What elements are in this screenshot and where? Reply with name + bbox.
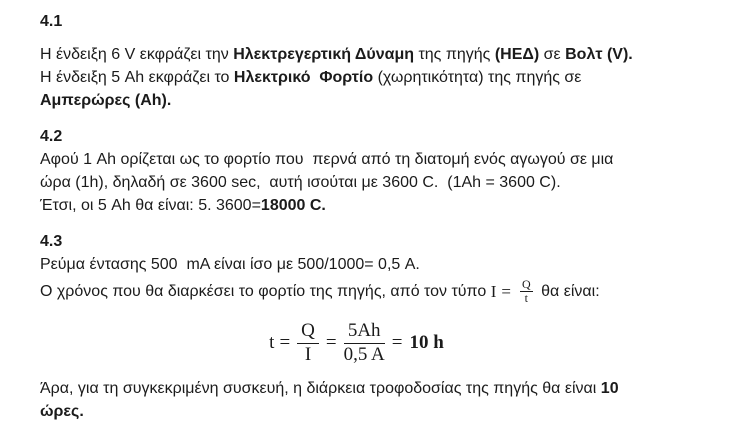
bold-text-run: Ηλεκτρικό Φορτίο: [233, 69, 374, 86]
formula-lhs: t: [269, 332, 275, 353]
fraction-numerator: 5Ah: [344, 320, 385, 343]
inline-formula-equals: =: [501, 281, 511, 301]
text-run: Ο χρόνος που θα διαρκέσει το φορτίο της πηγής, από τον τύπο: [40, 282, 491, 300]
text-run: Η ένδειξη 5 Ah εκφράζει το: [40, 69, 234, 86]
section-4-2-heading: 4.2: [40, 128, 63, 145]
text-line: [40, 400, 703, 423]
bold-text-run: 10: [600, 380, 619, 397]
text-line: Αφού 1 Ah ορίζεται ως το φορτίο που περνά από τη διατομή ενός αγωγού σε μια: [40, 151, 614, 168]
equals-sign: =: [391, 332, 403, 353]
text-run: της πηγής: [414, 46, 495, 63]
inline-formula-lhs: I: [490, 281, 497, 301]
text-line: [40, 89, 703, 112]
closing-paragraph: [40, 377, 703, 423]
section-4-2-paragraph: [40, 148, 703, 217]
bold-text-run: Ηλεκτρεγερτική Δύναμη: [233, 46, 415, 63]
formula-result: 10 h: [409, 332, 444, 353]
text-line: Ρεύμα έντασης 500 mA είναι ίσο με 500/1000= 0,5 A.: [40, 256, 420, 273]
bold-text-run: ώρες.: [40, 403, 84, 420]
fraction-denominator: t: [524, 291, 528, 305]
fraction-denominator: 0,5 A: [343, 343, 385, 365]
text-run: σε: [539, 46, 566, 63]
text-run: Άρα, για τη συγκεκριμένη συσκευή, η διάρκεια τροφοδοσίας της πηγής θα είναι: [40, 380, 601, 397]
inline-fraction-q-over-t: [520, 278, 533, 305]
text-run: (χωρητικότητα) της πηγής σε: [373, 69, 582, 86]
text-line: [40, 66, 703, 89]
text-run: Έτσι, οι 5 Ah θα είναι: 5. 3600=: [40, 197, 261, 214]
bold-text-run: Αμπερώρες (Ah).: [40, 92, 172, 109]
equals-sign: =: [325, 332, 337, 353]
bold-text-run: (ΗΕΔ): [494, 46, 540, 63]
bold-text-run: 18000 C.: [260, 197, 326, 214]
fraction-numerator: Q: [297, 320, 319, 343]
text-line: ώρα (1h), δηλαδή σε 3600 sec, αυτή ισούται με 3600 C. (1Ah = 3600 C).: [40, 174, 561, 191]
fraction-5ah-over-05a: [344, 320, 385, 366]
text-run: Η ένδειξη 6 V εκφράζει την: [40, 46, 234, 63]
fraction-q-over-i: [297, 320, 319, 366]
text-run: θα είναι:: [536, 282, 600, 300]
text-line: [40, 43, 703, 66]
section-4-1-paragraph: [40, 43, 703, 112]
text-line: [40, 194, 703, 217]
equals-sign: =: [279, 332, 291, 353]
text-line: [40, 377, 703, 400]
bold-text-run: Βολτ (V).: [565, 46, 633, 63]
section-4-1-heading: 4.1: [40, 13, 63, 30]
text-line-with-inline-formula: [40, 276, 703, 307]
fraction-denominator: I: [304, 343, 312, 365]
display-formula: [40, 320, 673, 366]
fraction-numerator: Q: [521, 276, 531, 291]
section-4-3-heading: 4.3: [40, 233, 63, 250]
